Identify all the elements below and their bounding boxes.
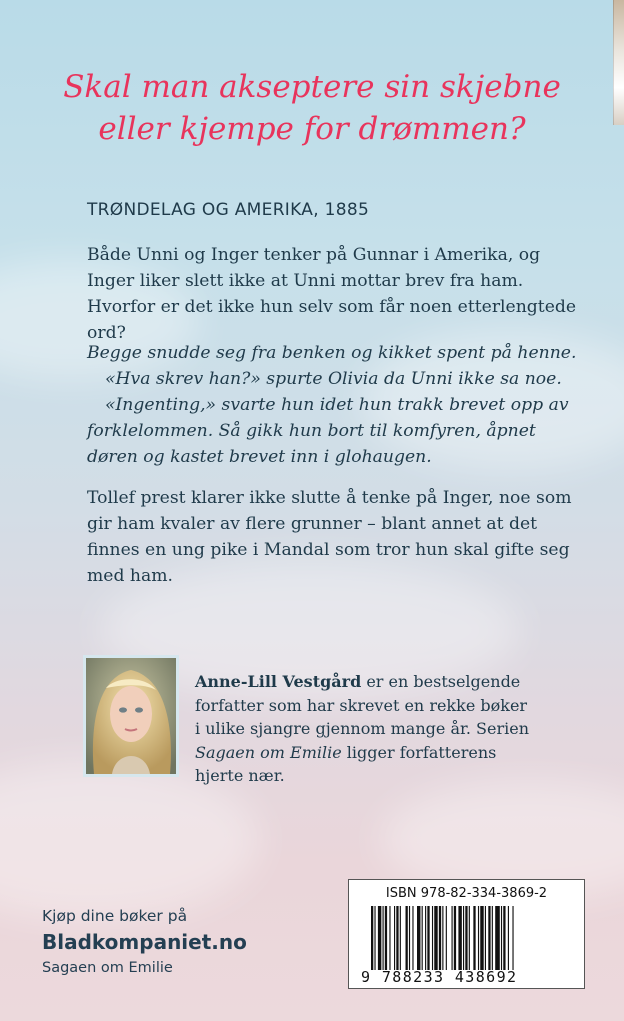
barcode-bar [495,906,500,970]
ean-number: 9 788233 438692 [361,968,518,986]
purchase-line: Kjøp dine bøker på [42,907,188,925]
tagline [0,66,624,150]
barcode-bar [406,906,408,970]
excerpt-line-1: Begge snudde seg fra benken og kikket spent på henne. [87,343,577,363]
author-bio [195,670,535,788]
barcode-bar [458,906,461,970]
barcode-bar [480,906,483,970]
barcode-bar [371,906,373,970]
barcode-bar [488,906,490,970]
author-bio-part-2: ligger forfatterens hjerte nær. [195,742,497,786]
barcode-box [348,879,585,989]
author-bio-part-1: er en bestselgende forfatter som har skrevet en rekke bøker i ulike sjangre gjennom mange år. Serien [195,672,530,739]
tagline-line-2: eller kjempe for drømmen? [98,111,526,147]
barcode-bar [485,906,486,970]
barcode-bar [465,906,467,970]
barcode-bar [492,906,493,970]
series-title: Sagaen om Emilie [195,742,342,762]
excerpt-paragraph [87,340,587,470]
barcode-bar [508,906,509,970]
excerpt-line-3: «Ingenting,» svarte hun idet hun trakk brevet opp av forklelommen. Så gikk hun bort til komfyren, åpnet døren og kastet brevet inn i glohaugen. [87,395,569,467]
purchase-site: Bladkompaniet.no [42,930,247,954]
barcode-bar [432,906,433,970]
barcode-bar [469,906,470,970]
barcode-bar [409,906,410,970]
barcode-bar [425,906,426,970]
barcode-bar [422,906,423,970]
barcode-bar [412,906,413,970]
purchase-info [42,905,247,979]
barcode-bar [501,906,502,970]
barcode-bar [394,906,395,970]
barcode-bar [473,906,475,970]
barcode-bar [389,906,390,970]
blurb-paragraph-3: Tollef prest klarer ikke slutte å tenke på Inger, noe som gir ham kvaler av flere grunner – blant annet at det finnes en ung pike i Mandal som tror hun skal gifte seg med ham. [87,488,572,586]
barcode-bar [396,906,398,970]
barcode-bar [452,906,453,970]
barcode-bar [427,906,429,970]
barcode-bar [385,906,387,970]
barcode-bar [439,906,441,970]
tagline-line-1: Skal man akseptere sin skjebne [63,69,561,105]
barcode-bar [454,906,456,970]
barcode-bar [434,906,437,970]
barcode-bar [378,906,381,970]
barcode-bar [417,906,420,970]
section-heading: TRØNDELAG OG AMERIKA, 1885 [87,200,370,220]
blurb-paragraph-1: Både Unni og Inger tenker på Gunnar i Amerika, og Inger liker slett ikke at Unni mottar brev fra ham. Hvorfor er det ikke hun selv som får noen etterlengtede ord? [87,245,577,343]
barcode-bar [512,906,513,970]
purchase-series: Sagaen om Emilie [42,960,173,976]
barcode-bar [383,906,384,970]
author-name: Anne-Lill Vestgård [195,672,362,691]
barcode-bars [371,906,566,970]
barcode-bar [478,906,479,970]
barcode-bar [374,906,375,970]
isbn-text: ISBN 978-82-334-3869-2 [385,886,548,901]
barcode-bar [442,906,443,970]
barcode-bar [400,906,401,970]
barcode-bar [446,906,447,970]
author-photo [83,655,179,777]
barcode-bar [463,906,464,970]
barcode-bar [503,906,505,970]
excerpt-line-2: «Hva skrev han?» spurte Olivia da Unni ikke sa noe. [105,369,562,389]
